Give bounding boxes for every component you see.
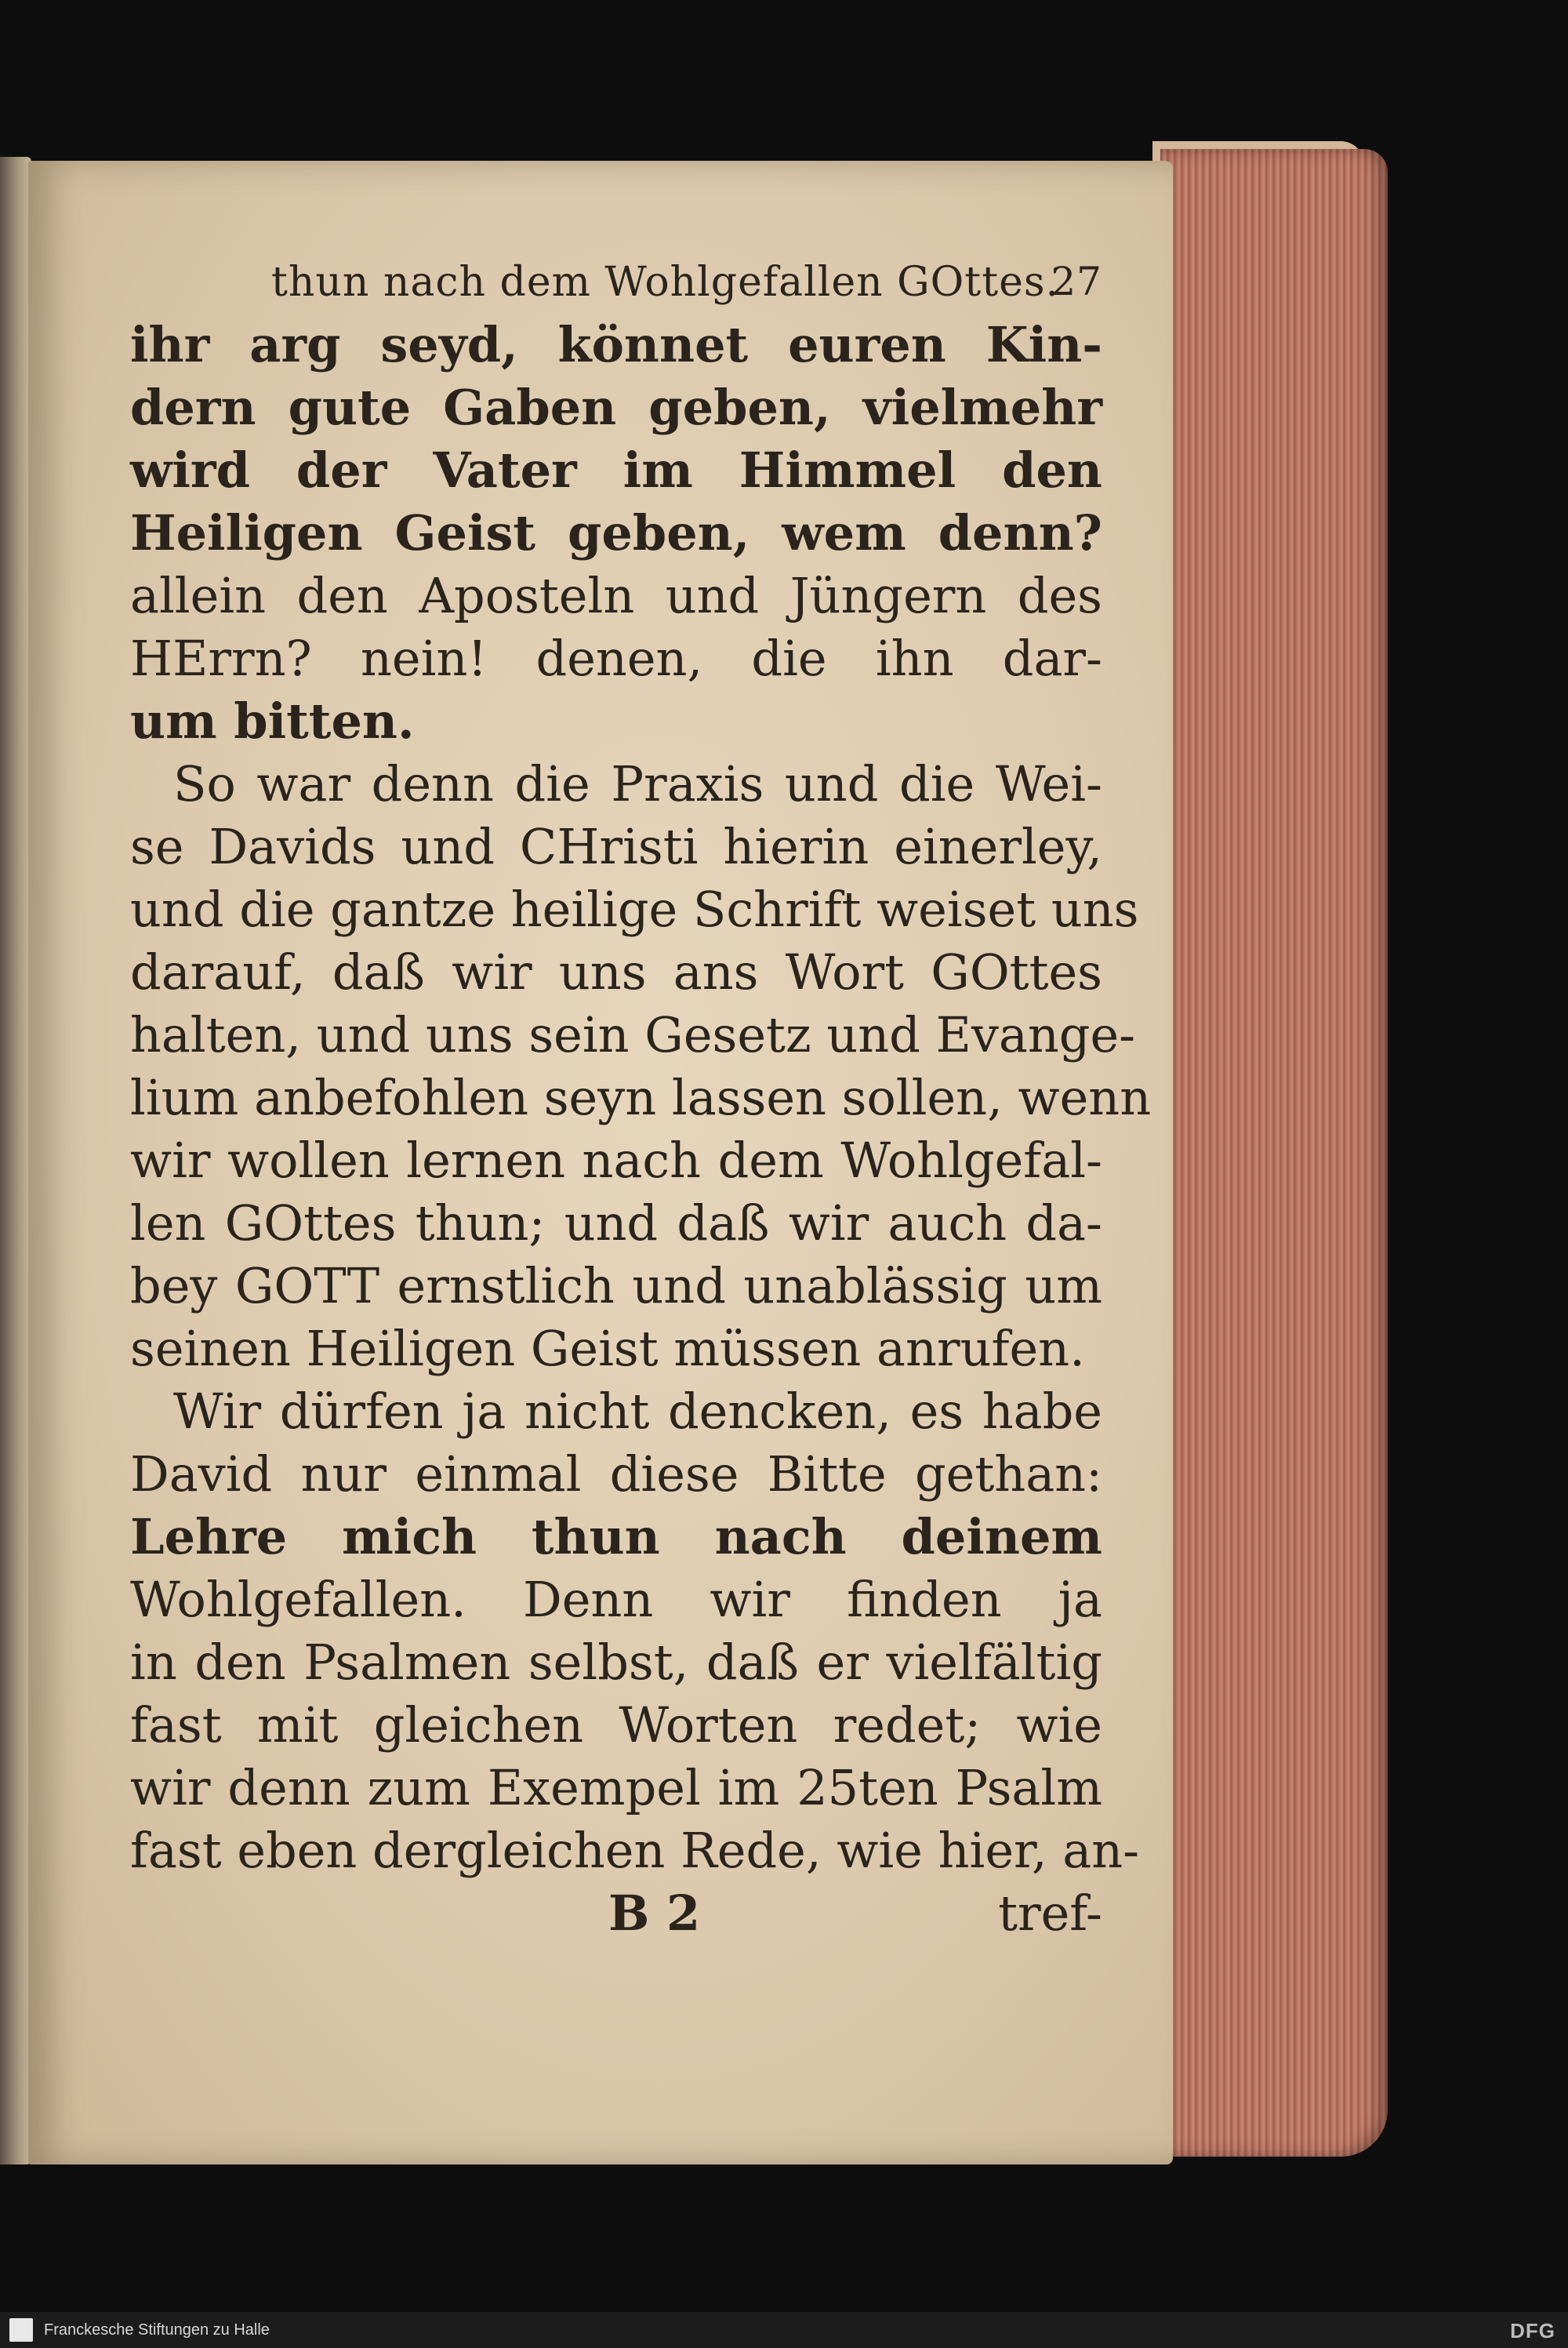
text-line: ihr arg seyd, könnet euren Kin- xyxy=(130,316,1102,373)
text-line: se Davids und CHristi hierin einerley, xyxy=(130,818,1102,875)
text-line: Wir dürfen ja nicht dencken, es habe xyxy=(173,1383,1102,1440)
signature-mark: B 2 xyxy=(608,1885,701,1942)
text-line: um bitten. xyxy=(130,692,415,750)
page-text-block xyxy=(130,243,1152,1945)
text-line: seinen Heiligen Geist müssen anrufen. xyxy=(130,1320,1085,1377)
text-line: allein den Aposteln und Jüngern des xyxy=(130,567,1102,624)
funder-logo: DFG xyxy=(1510,2319,1555,2343)
institution-name: Franckesche Stiftungen zu Halle xyxy=(44,2321,270,2339)
text-line: len GOttes thun; und daß wir auch da- xyxy=(130,1194,1102,1252)
text-line: wird der Vater im Himmel den xyxy=(130,442,1102,499)
text-line: Lehre mich thun nach deinem xyxy=(130,1508,1102,1565)
facing-page-edge xyxy=(0,157,31,2164)
catchword: tref- xyxy=(998,1885,1102,1942)
text-line: darauf, daß wir uns ans Wort GOttes xyxy=(130,943,1102,1001)
text-line: Heiligen Geist geben, wem denn? xyxy=(130,504,1102,562)
text-line: fast mit gleichen Worten redet; wie xyxy=(130,1696,1102,1754)
running-head xyxy=(130,243,1102,314)
page-number: 27 xyxy=(1051,259,1102,304)
text-line: wir denn zum Exempel im 25ten Psalm xyxy=(130,1759,1102,1816)
text-line: bey GOTT ernstlich und unablässig um xyxy=(130,1257,1102,1314)
text-line: HErrn? nein! denen, die ihn dar- xyxy=(130,630,1102,687)
page-block-fore-edge xyxy=(1160,149,1388,2157)
text-line: David nur einmal diese Bitte gethan: xyxy=(130,1445,1102,1503)
text-line: lium anbefohlen seyn lassen sollen, wenn xyxy=(130,1069,1152,1126)
text-line: fast eben dergleichen Rede, wie hier, an- xyxy=(130,1822,1140,1879)
text-line: wir wollen lernen nach dem Wohlgefal- xyxy=(130,1132,1102,1189)
text-line: in den Psalmen selbst, daß er vielfältig xyxy=(130,1634,1102,1691)
running-head-title: thun nach dem Wohlgefallen GOttes. xyxy=(271,259,1060,306)
text-line: Wohlgefallen. Denn wir finden ja xyxy=(130,1571,1102,1628)
institution-logo-icon xyxy=(9,2318,33,2342)
body-lines xyxy=(130,314,1152,1882)
text-line: dern gute Gaben geben, vielmehr xyxy=(130,379,1102,436)
text-line: So war denn die Praxis und die Wei- xyxy=(173,755,1102,812)
footer-bar xyxy=(0,2312,1568,2348)
catch-line xyxy=(130,1882,1102,1945)
text-line: und die gantze heilige Schrift weiset uns xyxy=(130,881,1139,938)
book-page xyxy=(28,161,1173,2164)
text-line: halten, und uns sein Gesetz und Evange- xyxy=(130,1006,1136,1063)
